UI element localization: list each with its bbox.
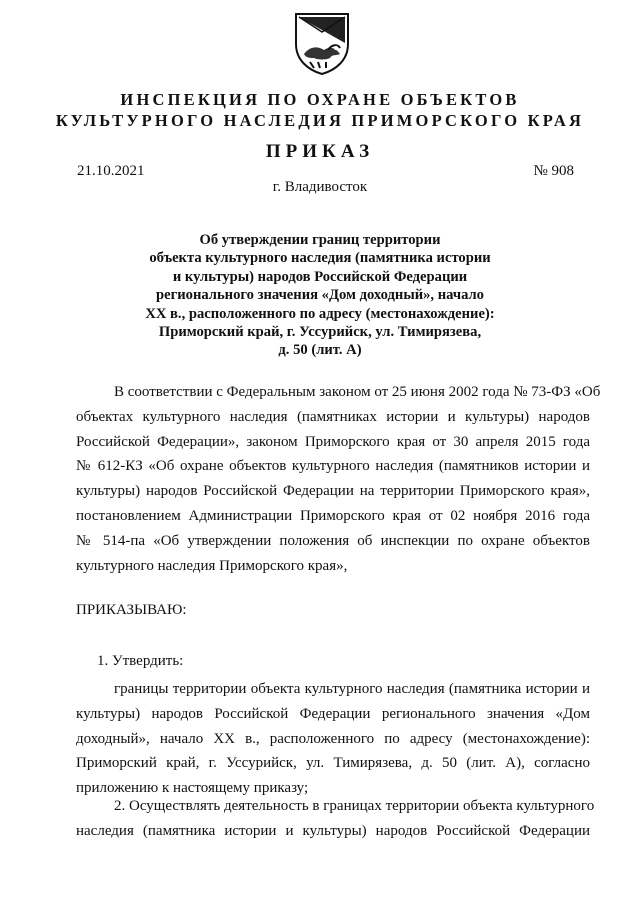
- title-line: объекта культурного наследия (памятника истории: [149, 250, 491, 267]
- paragraph-line: 2. Осуществлять деятельность в границах территории объекта культурного: [114, 798, 595, 814]
- paragraph-line: объектах культурного наследия (памятниках истории и культуры) народов: [76, 408, 590, 425]
- title-line: и культуры) народов Российской Федерации: [172, 268, 468, 285]
- paragraph-line: № 514-па «Об утверждении положения об инспекции по охране объектов: [76, 532, 590, 549]
- paragraph-line: постановлением Администрации Приморского края от 02 ноября 2016 года: [76, 507, 590, 524]
- organization-name-line2: КУЛЬТУРНОГО НАСЛЕДИЯ ПРИМОРСКОГО КРАЯ: [55, 111, 585, 130]
- paragraph-line: Приморский край, г. Уссурийск, ул. Тимирязева, д. 50 (лит. А), согласно: [76, 755, 590, 772]
- title-line: д. 50 (лит. А): [278, 342, 362, 359]
- item2-paragraph: [76, 794, 595, 844]
- document-date: 21.10.2021: [77, 163, 145, 179]
- paragraph-line: приложению к настоящему приказу;: [76, 780, 309, 797]
- organization-name-line1: ИНСПЕКЦИЯ ПО ОХРАНЕ ОБЪЕКТОВ: [120, 90, 520, 109]
- item1-label: 1. Утвердить:: [97, 653, 184, 669]
- paragraph-line: доходный», начало XX в., расположенного по адресу (местонахождение):: [76, 730, 590, 747]
- coat-of-arms-emblem: [292, 10, 352, 76]
- document-number: № 908: [533, 163, 574, 179]
- title-line: Приморский край, г. Уссурийск, ул. Тимирязева,: [158, 324, 482, 341]
- preamble-paragraph: [76, 380, 601, 578]
- paragraph-line: культурного наследия Приморского края»,: [76, 557, 348, 574]
- paragraph-line: наследия (памятника истории и культуры) народов Российской Федерации: [76, 822, 590, 839]
- item1-paragraph: [76, 677, 590, 801]
- paragraph-line: культуры) народов Российской Федерации на территории Приморского края»,: [76, 483, 590, 500]
- paragraph-line: № 612-КЗ «Об охране объектов культурного наследия (памятников истории и: [76, 458, 590, 475]
- paragraph-line: границы территории объекта культурного наследия (памятника истории и: [114, 681, 590, 697]
- paragraph-line: культуры) народов Российской Федерации регионального значения «Дом: [76, 705, 590, 722]
- title-line: регионального значения «Дом доходный», начало: [156, 287, 484, 304]
- title-line: Об утверждении границ территории: [199, 232, 441, 248]
- document-title: [60, 231, 580, 360]
- order-word: ПРИКАЗЫВАЮ:: [76, 602, 187, 618]
- document-type: ПРИКАЗ: [265, 141, 375, 162]
- document-city: г. Владивосток: [272, 179, 368, 195]
- paragraph-line: В соответствии с Федеральным законом от 25 июня 2002 года № 73-ФЗ «Об: [114, 384, 601, 400]
- title-line: XX в., расположенного по адресу (местонахождение):: [145, 305, 495, 322]
- paragraph-line: Российской Федерации», законом Приморского края от 30 апреля 2015 года: [76, 433, 590, 450]
